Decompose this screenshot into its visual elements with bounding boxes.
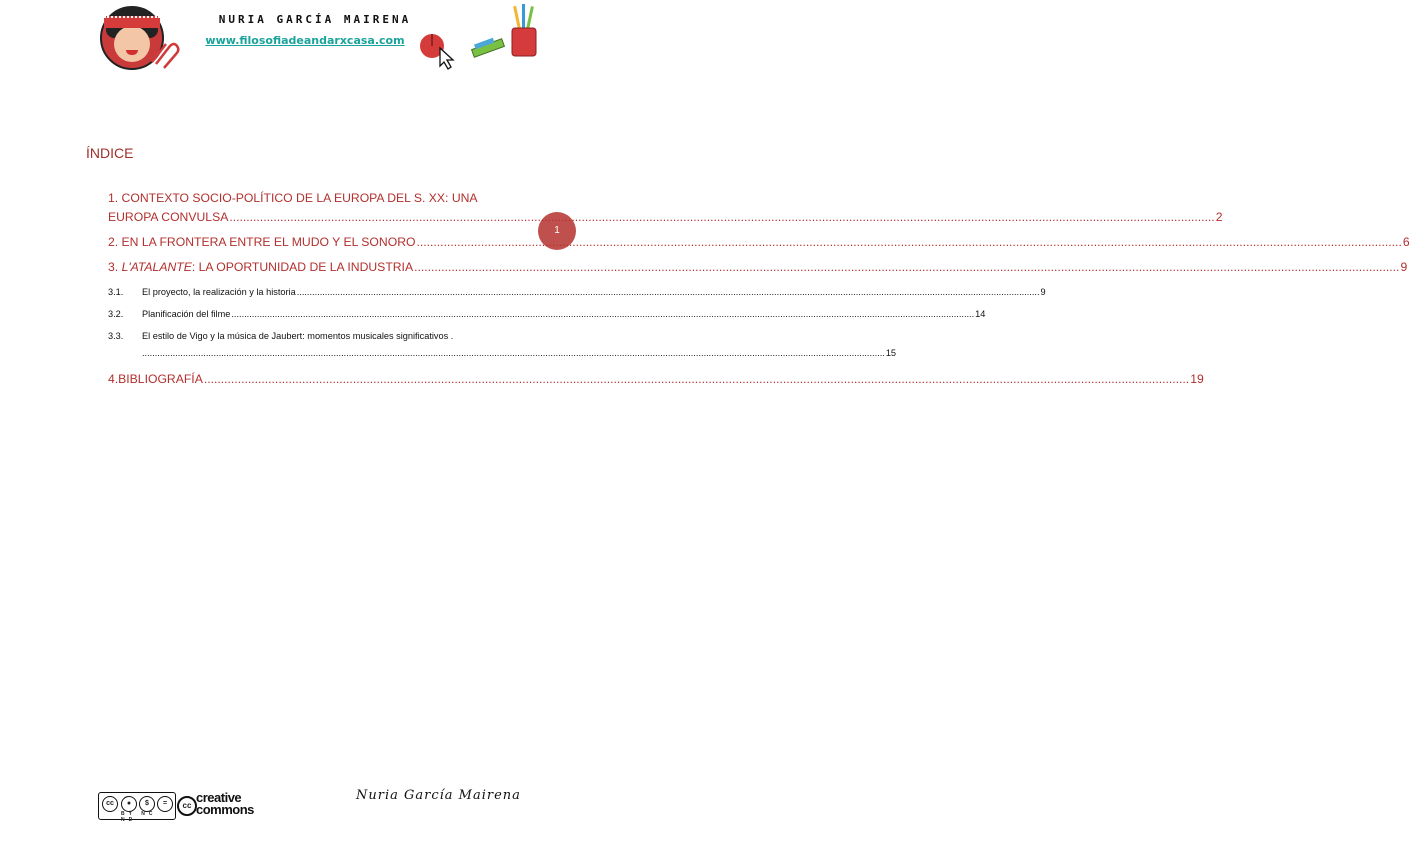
toc-entry-1-page: 2: [1215, 210, 1223, 224]
toc-subentry-3-3[interactable]: [108, 329, 516, 344]
toc-entry-3-film-title: L'ATALANTE: [121, 260, 192, 274]
toc-entry-3-suffix: : LA OPORTUNIDAD DE LA INDUSTRIA: [191, 260, 414, 274]
toc-entry-1[interactable]: [108, 189, 1223, 227]
dot-leader: [204, 370, 1189, 389]
toc-subentry-3-2[interactable]: [108, 307, 986, 322]
dot-leader: [297, 285, 1040, 300]
brand-name: NURIA GARCÍA MAIRENA: [218, 13, 412, 26]
toc-subentry-number: 3.2.: [108, 309, 124, 319]
toc-entry-3-prefix: 3.: [108, 260, 122, 274]
toc-entry-bibliography[interactable]: [108, 370, 1204, 389]
noncommercial-icon: $: [139, 796, 155, 812]
computer-mouse-icon: [418, 30, 458, 70]
toc-entry-1-line2: EUROPA CONVULSA: [108, 210, 229, 224]
avatar-bandana: [104, 16, 160, 28]
toc-subentry-page: 9: [1040, 287, 1046, 297]
dot-leader: [231, 307, 974, 322]
toc-entry-2-page: 6: [1402, 235, 1410, 249]
page-number-badge: 1: [538, 212, 576, 250]
toc-entry-2[interactable]: [108, 233, 1410, 252]
cc-wordmark: [196, 792, 254, 816]
toc-subentry-label: El estilo de Vigo y la música de Jaubert: momentos musicales significativos: [142, 331, 449, 341]
dot-leader: [229, 208, 1214, 227]
cc-wordmark-line2: commons: [196, 802, 254, 817]
toc-subentry-3-3-continuation: [108, 346, 897, 360]
toc-subentry-number: 3.3.: [108, 331, 124, 341]
toc-bibliography-label: 4.BIBLIOGRAFÍA: [108, 372, 203, 386]
index-title: ÍNDICE: [86, 145, 134, 161]
toc-subentry-3-1[interactable]: [108, 285, 1046, 300]
toc-subentry-label: Planificación del filme: [142, 309, 231, 319]
dot-leader: [414, 258, 1399, 277]
attribution-icon: ●: [121, 796, 137, 812]
author-signature: Nuria García Mairena: [356, 788, 521, 803]
avatar-face: [114, 26, 150, 62]
ruler-icon: [470, 36, 506, 58]
noderivs-icon: =: [157, 796, 173, 812]
toc-entry-3-page: 9: [1400, 260, 1408, 274]
toc-subentry-page: 14: [975, 309, 986, 319]
cc-logo-icon: cc: [177, 796, 197, 816]
toc-entry-1-line1: 1. CONTEXTO SOCIO-POLÍTICO DE LA EUROPA DEL S. XX: UNA: [108, 191, 478, 205]
toc-subentry-label: El proyecto, la realización y la historia: [142, 287, 296, 297]
toc-subentry-page: 15: [885, 348, 897, 358]
table-of-contents: [108, 189, 1410, 395]
toc-subentry-label-tail: .: [450, 331, 454, 341]
toc-entry-3[interactable]: [108, 258, 1408, 277]
cc-icons-box: [98, 792, 176, 823]
creative-commons-license-badge[interactable]: [98, 790, 266, 823]
paperclip-icon: [150, 40, 180, 70]
cc-wordmark-line1: creative: [196, 790, 242, 805]
cc-icon: cc: [102, 796, 118, 812]
toc-entry-3-label: [108, 258, 413, 277]
toc-subentry-number: 3.1.: [108, 287, 124, 297]
pencil-cup-icon: [508, 4, 540, 58]
toc-bibliography-page: 19: [1190, 372, 1204, 386]
toc-entry-2-label: 2. EN LA FRONTERA ENTRE EL MUDO Y EL SONORO: [108, 235, 416, 249]
cc-license-labels: BY NC ND: [121, 811, 157, 823]
dot-leader: [416, 233, 1401, 252]
dot-leader: [142, 346, 885, 360]
brand-url-link[interactable]: www.filosofiadeandarxcasa.com: [205, 34, 405, 47]
